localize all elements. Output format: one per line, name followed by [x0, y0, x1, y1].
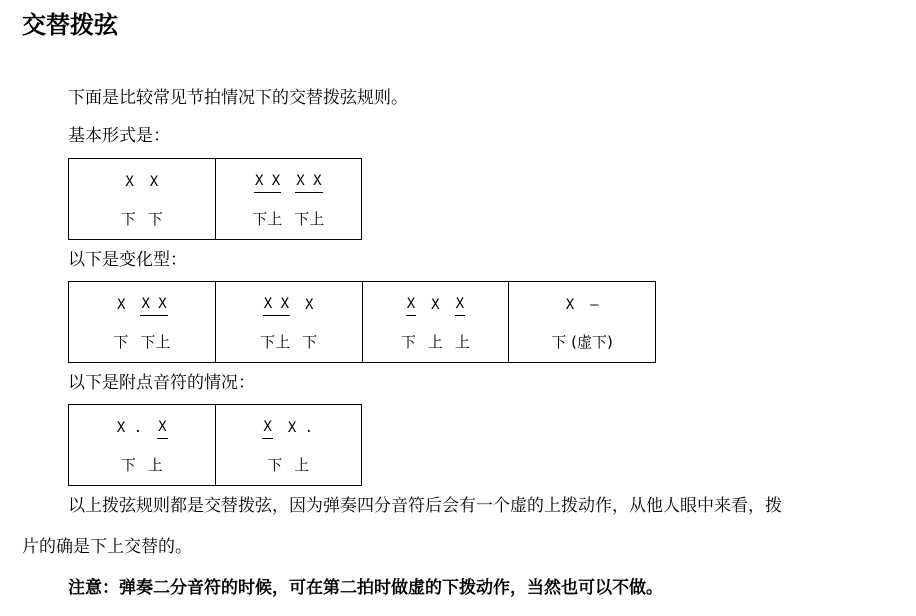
- note-group: X: [125, 174, 134, 190]
- strum-direction: 下上: [252, 210, 283, 228]
- page-title: 交替拨弦: [22, 11, 118, 39]
- underlined-note-group: X X: [140, 294, 167, 316]
- rhythm-notes: [216, 292, 362, 316]
- note-group: X: [149, 174, 159, 190]
- strum-direction: 下上: [140, 333, 171, 351]
- note-group: X .: [287, 420, 314, 436]
- rhythm-notes: [216, 169, 362, 193]
- rhythm-notes: [69, 415, 215, 439]
- strum-direction: 上: [294, 456, 310, 474]
- explanation-line-2: 片的确是下上交替的。: [22, 537, 192, 557]
- note-group: X: [117, 297, 126, 313]
- rhythm-notes: [216, 415, 362, 439]
- strum-direction: 上: [147, 456, 163, 474]
- underlined-note-group: X: [455, 294, 465, 316]
- note-group: X: [431, 297, 440, 313]
- note-group: –: [590, 297, 599, 313]
- variation-rhythm-table: [68, 281, 656, 363]
- note-group: X .: [116, 420, 143, 436]
- strum-direction: 下上: [294, 210, 325, 228]
- dotted-rhythm-cell: [215, 405, 362, 486]
- underlined-note-group: X: [406, 294, 416, 316]
- underlined-note-group: X X: [263, 294, 290, 316]
- variation-rhythm-cell: [69, 282, 216, 363]
- note-paragraph: 注意：弹奏二分音符的时候，可在第二拍时做虚的下拨动作，当然也可以不做。: [68, 578, 663, 598]
- underlined-note-group: X: [262, 417, 272, 439]
- strum-direction: 下 (虚下): [551, 333, 613, 351]
- note-group: X: [305, 297, 314, 313]
- strum-direction: 上: [454, 333, 470, 351]
- variation-rhythm-cell: [215, 282, 362, 363]
- rhythm-notes: [363, 292, 509, 316]
- rhythm-notes: [509, 292, 655, 316]
- variation-label: 以下是变化型：: [68, 250, 187, 270]
- strum-direction: 下: [302, 333, 318, 351]
- strum-directions: [216, 207, 362, 231]
- strum-directions: [69, 207, 215, 231]
- note-group: X: [565, 297, 575, 313]
- dotted-rhythm-table: [68, 404, 362, 486]
- rhythm-notes: [69, 169, 215, 193]
- variation-rhythm-cell: [509, 282, 656, 363]
- dotted-rhythm-cell: [69, 405, 216, 486]
- basic-rhythm-cell: [215, 159, 362, 240]
- strum-directions: [363, 330, 509, 354]
- strum-directions: [216, 453, 362, 477]
- rhythm-notes: [69, 292, 215, 316]
- underlined-note-group: X: [157, 417, 167, 439]
- strum-directions: [69, 453, 215, 477]
- strum-direction: 下上: [260, 333, 291, 351]
- strum-directions: [509, 330, 655, 354]
- underlined-note-group: X X: [254, 171, 281, 193]
- strum-direction: 下: [267, 456, 283, 474]
- basic-rhythm-cell: [69, 159, 216, 240]
- strum-direction: 下: [400, 333, 416, 351]
- strum-directions: [69, 330, 215, 354]
- strum-direction: 下: [113, 333, 129, 351]
- explanation-line-1: 以上拨弦规则都是交替拨弦，因为弹奏四分音符后会有一个虚的上拨动作，从他人眼中来看，拨: [68, 496, 782, 516]
- basic-rhythm-table: [68, 158, 362, 240]
- strum-direction: 上: [427, 333, 443, 351]
- strum-direction: 下: [120, 210, 136, 228]
- underlined-note-group: X X: [295, 171, 322, 193]
- strum-direction: 下: [147, 210, 163, 228]
- variation-rhythm-cell: [362, 282, 509, 363]
- strum-directions: [216, 330, 362, 354]
- basic-form-label: 基本形式是：: [68, 126, 170, 146]
- strum-direction: 下: [120, 456, 136, 474]
- dotted-note-label: 以下是附点音符的情况：: [68, 373, 255, 393]
- intro-paragraph: 下面是比较常见节拍情况下的交替拨弦规则。: [68, 88, 408, 108]
